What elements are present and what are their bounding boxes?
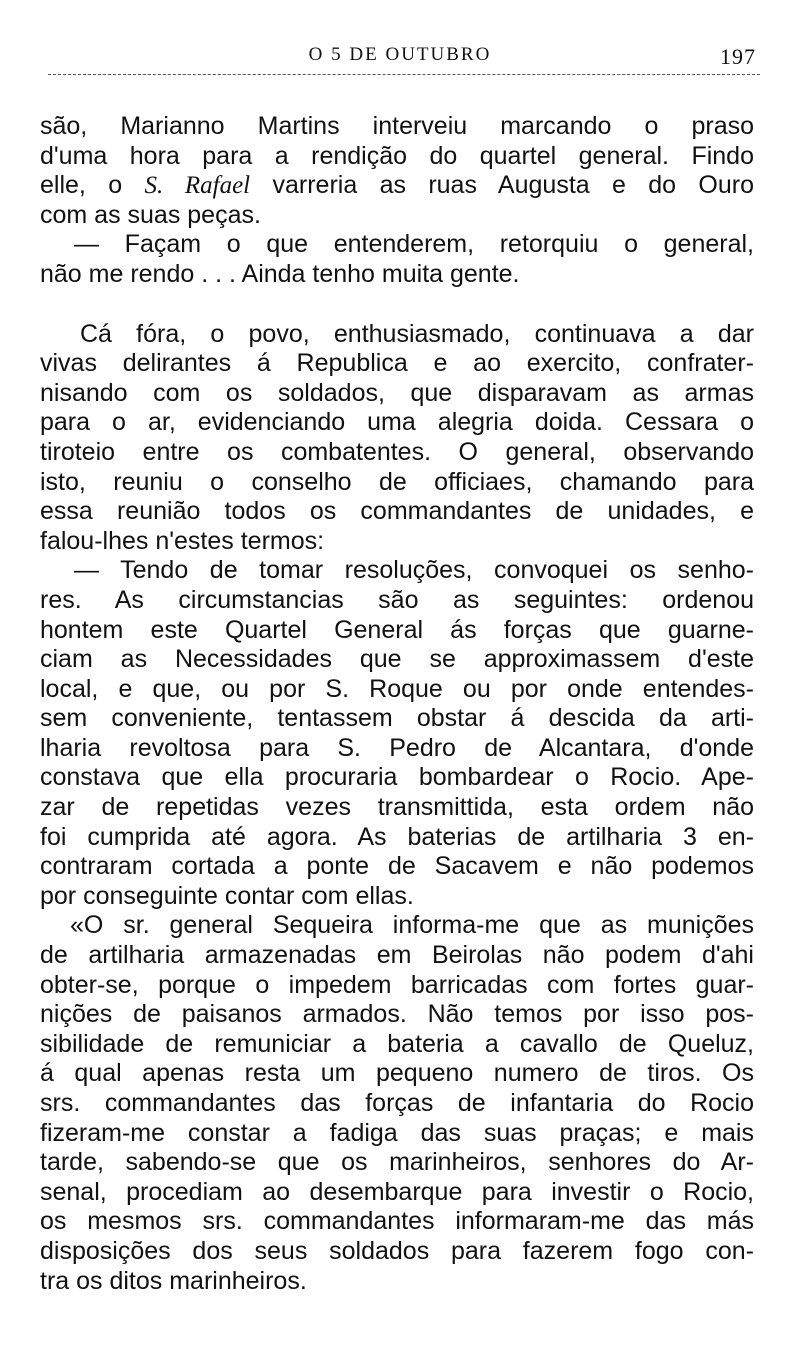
- text-line: [40, 230, 754, 260]
- text-segment: varreria as ruas Augusta e do Ouro: [250, 171, 754, 200]
- text-segment: lharia revoltosa para S. Pedro de Alcantara, d'onde: [40, 733, 754, 762]
- text-segment: d'uma hora para a rendição do quartel general. Findo: [40, 141, 754, 170]
- text-segment: «O sr. general Sequeira informa-me que as munições: [70, 911, 754, 940]
- text-line: [40, 142, 754, 172]
- text-line: [40, 408, 754, 438]
- text-line: [40, 763, 754, 793]
- running-head: [40, 44, 760, 80]
- text-line: [40, 1030, 754, 1060]
- text-line: [40, 1237, 754, 1267]
- text-body: [40, 112, 754, 1296]
- text-segment: disposições dos seus soldados para fazerem fogo con-: [40, 1236, 754, 1265]
- text-line: [40, 1267, 754, 1297]
- text-segment: res. As circumstancias são as seguintes: ordenou: [40, 585, 754, 614]
- text-line: [40, 823, 754, 853]
- page-number: 197: [720, 44, 756, 69]
- text-segment: sibilidade de remuniciar a bateria a cavallo de Queluz,: [40, 1029, 754, 1058]
- text-line: [40, 320, 754, 350]
- text-segment: — Tendo de tomar resoluções, convoquei os senho-: [74, 556, 754, 585]
- text-line: [40, 734, 754, 764]
- text-line: [40, 1059, 754, 1089]
- text-line: [40, 349, 754, 379]
- text-segment: constava que ella procuraria bombardear o Rocio. Ape-: [40, 763, 754, 792]
- text-segment: hontem este Quartel General ás forças que guarne-: [40, 615, 754, 644]
- text-segment: de artilharia armazenadas em Beirolas não podem d'ahi: [40, 941, 754, 970]
- text-line: [40, 675, 754, 705]
- text-line: [40, 941, 754, 971]
- text-line: [40, 171, 754, 201]
- text-segment: para o ar, evidenciando uma alegria doida. Cessara o: [40, 408, 754, 437]
- text-segment: srs. commandantes das forças de infantaria do Rocio: [40, 1089, 754, 1117]
- text-segment: nisando com os soldados, que disparavam as armas: [40, 378, 754, 407]
- paragraph: [40, 911, 754, 1296]
- text-segment: á qual apenas resta um pequeno numero de tiros. Os: [40, 1059, 754, 1088]
- paragraph: [40, 556, 754, 911]
- text-line: [40, 1207, 754, 1237]
- text-line: [40, 852, 754, 882]
- text-segment: isto, reuniu o conselho de officiaes, chamando para: [40, 467, 754, 496]
- text-line: [40, 379, 754, 409]
- text-segment: contraram cortada a ponte de Sacavem e não podemos: [40, 852, 754, 881]
- text-line: [40, 616, 754, 646]
- text-segment: tiroteio entre os combatentes. O general, observando: [40, 437, 754, 466]
- text-segment: não me rendo . . . Ainda tenho muita gente.: [40, 259, 520, 288]
- text-segment: vivas delirantes á Republica e ao exercito, confrater-: [40, 349, 754, 378]
- text-segment: os mesmos srs. commandantes informaram-me das más: [40, 1207, 754, 1236]
- paragraph-gap: [40, 290, 754, 320]
- paragraph: [40, 112, 754, 230]
- text-line: [40, 438, 754, 468]
- paragraph: [40, 320, 754, 557]
- text-segment: tra os ditos marinheiros.: [40, 1266, 307, 1295]
- text-segment: essa reunião todos os commandantes de unidades, e: [40, 497, 754, 526]
- text-segment: por conseguinte contar com ellas.: [40, 881, 414, 910]
- text-segment: nições de paisanos armados. Não temos por isso pos-: [40, 1000, 754, 1029]
- text-line: [40, 201, 754, 231]
- text-segment: ciam as Necessidades que se approximassem d'este: [40, 645, 754, 674]
- text-line: [40, 1000, 754, 1030]
- header-rule: [48, 74, 760, 75]
- text-line: [40, 468, 754, 498]
- text-segment: Cá fóra, o povo, enthusiasmado, continuava a dar: [80, 319, 754, 348]
- text-segment: local, e que, ou por S. Roque ou por onde entendes-: [40, 674, 754, 703]
- text-line: [40, 704, 754, 734]
- text-line: [40, 260, 754, 290]
- text-line: [40, 586, 754, 616]
- text-segment: foi cumprida até agora. As baterias de artilharia 3 en-: [40, 822, 754, 851]
- text-line: [40, 911, 754, 941]
- text-line: [40, 1148, 754, 1178]
- text-segment: falou-lhes n'estes termos:: [40, 526, 325, 555]
- text-segment: elle, o: [40, 171, 145, 200]
- text-line: [40, 556, 754, 586]
- text-line: [40, 645, 754, 675]
- text-segment: tarde, sabendo-se que os marinheiros, senhores do Ar-: [40, 1148, 754, 1177]
- text-segment: senal, procediam ao desembarque para investir o Rocio,: [40, 1177, 754, 1206]
- text-line: [40, 1089, 754, 1119]
- text-line: [40, 497, 754, 527]
- italic-segment: S. Rafael: [144, 172, 251, 200]
- paragraph: [40, 230, 754, 289]
- text-line: [40, 1119, 754, 1149]
- text-segment: zar de repetidas vezes transmittida, esta ordem não: [40, 793, 754, 822]
- text-line: [40, 882, 754, 912]
- text-line: [40, 971, 754, 1001]
- text-segment: com as suas peças.: [40, 200, 261, 229]
- text-line: [40, 112, 754, 142]
- text-segment: fizeram-me constar a fadiga das suas praças; e mais: [40, 1118, 754, 1147]
- running-title: O 5 DE OUTUBRO: [308, 44, 492, 65]
- text-segment: obter-se, porque o impedem barricadas com fortes guar-: [40, 970, 754, 999]
- text-line: [40, 1178, 754, 1208]
- text-line: [40, 527, 754, 557]
- text-segment: sem conveniente, tentassem obstar á descida da arti-: [40, 704, 754, 733]
- text-segment: — Façam o que entenderem, retorquiu o general,: [74, 230, 754, 259]
- text-line: [40, 793, 754, 823]
- text-segment: são, Marianno Martins interveiu marcando o praso: [40, 112, 754, 140]
